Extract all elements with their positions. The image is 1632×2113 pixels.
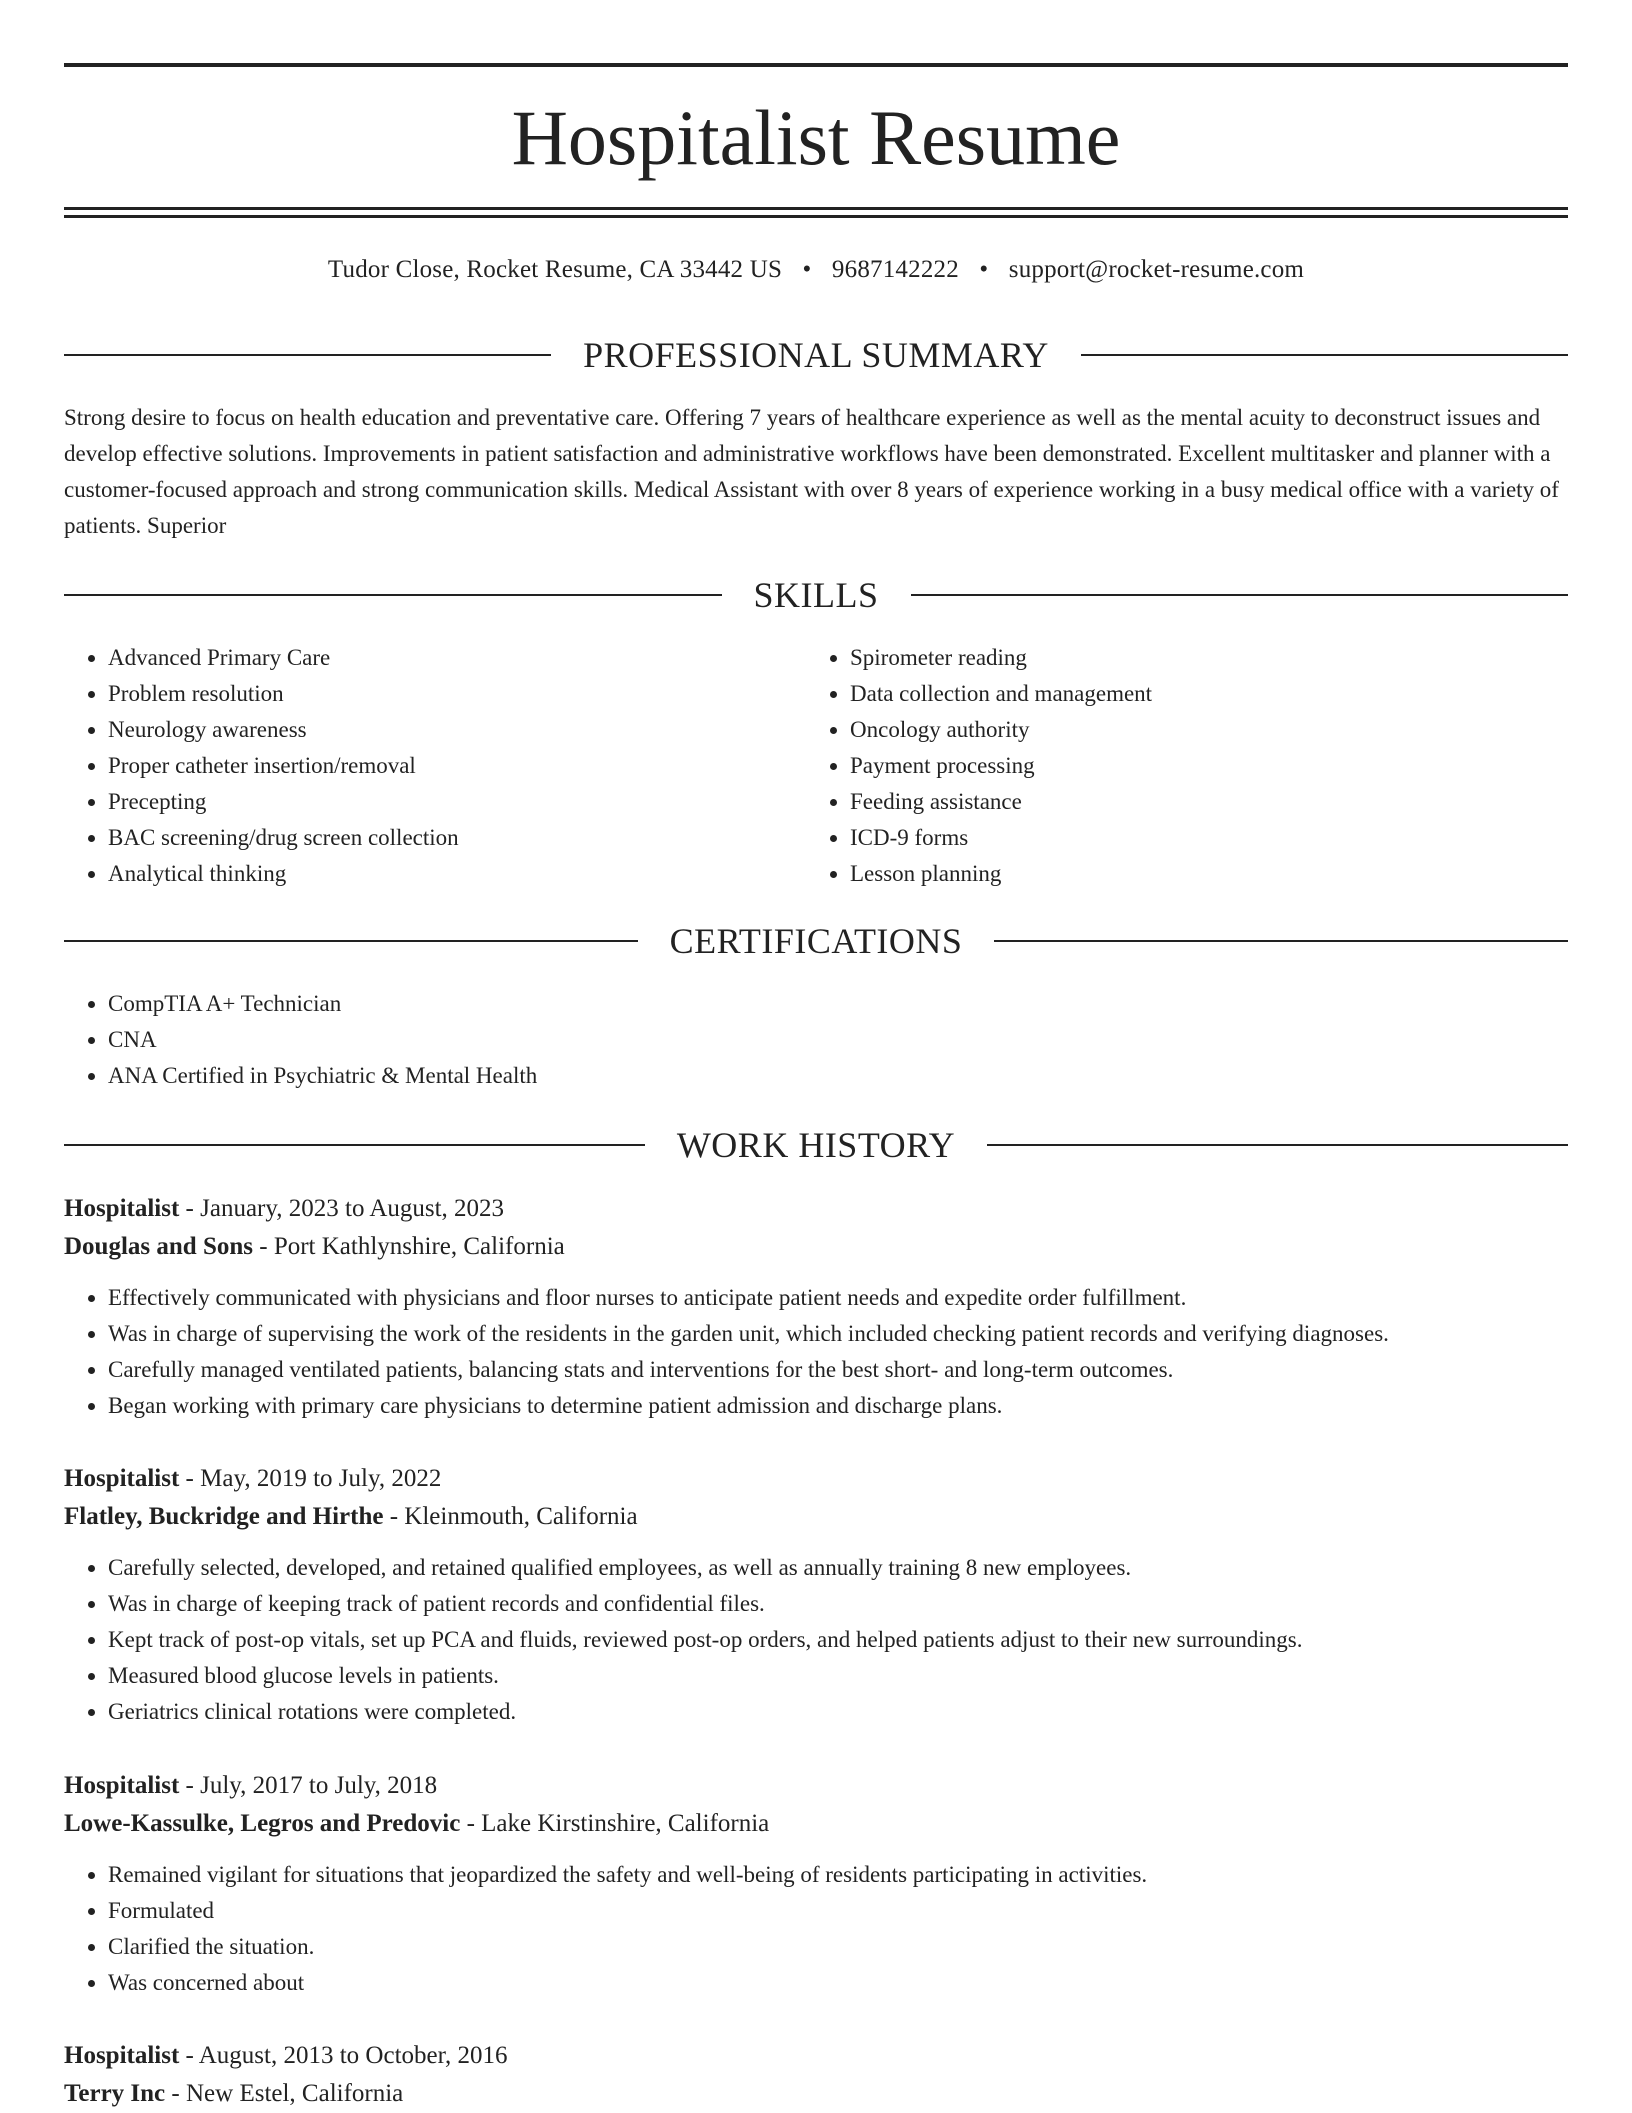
contact-line bbox=[64, 254, 1568, 286]
job-entry bbox=[64, 1767, 1568, 2001]
job-bullet: • Measured blood glucose levels in patients. bbox=[108, 1658, 1568, 1694]
address: Tudor Close, Rocket Resume, CA 33442 US bbox=[327, 256, 783, 283]
title-rule-lower bbox=[64, 215, 1568, 218]
job-role-line: Hospitalist - July, 2017 to July, 2018 bbox=[64, 1772, 438, 1799]
section-title: SKILLS bbox=[753, 575, 879, 615]
job-title: Hospitalist bbox=[64, 1195, 180, 1222]
job-entry bbox=[64, 1460, 1568, 1730]
skill-item: • Advanced Primary Care bbox=[108, 640, 764, 676]
section-heading-work bbox=[64, 1123, 1568, 1167]
summary-text: Strong desire to focus on health education and preventative care. Offering 7 years of healthcare experience as well as the mental acuity to deconstruct issues and develop effective solutions. Improvements in patient satisfaction and administrative workflows have been demonstrated. Excellent multitasker and planner with a customer-focused approach and strong communication skills. Medical Assistant with over 8 years of experience working in a busy medical office with a variety of patients. Superior bbox=[64, 405, 1559, 538]
skill-item: • Proper catheter insertion/removal bbox=[108, 748, 764, 784]
job-bullet: • Was concerned about bbox=[108, 1965, 1568, 2001]
certification-item: • ANA Certified in Psychiatric & Mental Health bbox=[108, 1058, 1568, 1094]
skill-item: • BAC screening/drug screen collection bbox=[108, 820, 764, 856]
heading-rule bbox=[1081, 354, 1568, 356]
job-company: Douglas and Sons bbox=[64, 1233, 253, 1260]
skill-item: • Payment processing bbox=[850, 748, 1506, 784]
job-company: Terry Inc bbox=[64, 2080, 166, 2107]
skill-item: • Spirometer reading bbox=[850, 640, 1506, 676]
job-title: Hospitalist bbox=[64, 1465, 180, 1492]
job-dates: May, 2019 to July, 2022 bbox=[200, 1465, 442, 1492]
section-heading-skills bbox=[64, 573, 1568, 617]
job-company: Lowe-Kassulke, Legros and Predovic bbox=[64, 1810, 461, 1837]
skills-column-right bbox=[806, 640, 1506, 892]
heading-rule bbox=[64, 940, 638, 942]
skill-item: • Oncology authority bbox=[850, 712, 1506, 748]
certifications-list bbox=[64, 986, 1568, 1094]
section-heading-summary bbox=[64, 333, 1568, 377]
job-location: New Estel, California bbox=[185, 2080, 404, 2107]
job-bullet: • Began working with primary care physicians to determine patient admission and discharge plans. bbox=[108, 1388, 1568, 1424]
resume-title: Hospitalist Resume bbox=[511, 94, 1121, 181]
job-bullet: • Kept track of post-op vitals, set up PCA and fluids, reviewed post-op orders, and helped patients adjust to their new surroundings. bbox=[108, 1622, 1568, 1658]
job-company-line: Terry Inc - New Estel, California bbox=[64, 2080, 404, 2107]
job-role-line: Hospitalist - May, 2019 to July, 2022 bbox=[64, 1465, 442, 1492]
section-title: PROFESSIONAL SUMMARY bbox=[583, 335, 1049, 375]
skill-item: • Problem resolution bbox=[108, 676, 764, 712]
job-title: Hospitalist bbox=[64, 1772, 180, 1799]
contact-separator: • bbox=[802, 256, 812, 283]
title-rule-upper bbox=[64, 207, 1568, 210]
skill-item: • Data collection and management bbox=[850, 676, 1506, 712]
job-bullet: • Carefully selected, developed, and retained qualified employees, as well as annually training 8 new employees. bbox=[108, 1550, 1568, 1586]
skill-item: • Lesson planning bbox=[850, 856, 1506, 892]
job-role-line: Hospitalist - January, 2023 to August, 2023 bbox=[64, 1195, 505, 1222]
top-rule bbox=[64, 63, 1568, 67]
heading-rule bbox=[64, 1144, 645, 1146]
section-heading-certifications bbox=[64, 919, 1568, 963]
job-location: Port Kathlynshire, California bbox=[273, 1233, 565, 1260]
job-company-line: Flatley, Buckridge and Hirthe - Kleinmouth, California bbox=[64, 1503, 638, 1530]
job-dates: July, 2017 to July, 2018 bbox=[200, 1772, 438, 1799]
job-title: Hospitalist bbox=[64, 2042, 180, 2069]
skill-item: • Neurology awareness bbox=[108, 712, 764, 748]
job-bullet: • Formulated bbox=[108, 1893, 1568, 1929]
job-bullet: • Clarified the situation. bbox=[108, 1929, 1568, 1965]
section-title: WORK HISTORY bbox=[676, 1125, 956, 1165]
skill-item: • Analytical thinking bbox=[108, 856, 764, 892]
job-dates: January, 2023 to August, 2023 bbox=[200, 1195, 505, 1222]
job-bullet: • Geriatrics clinical rotations were completed. bbox=[108, 1694, 1568, 1730]
job-bullet: • Carefully managed ventilated patients, balancing stats and interventions for the best short- and long-term outcomes. bbox=[108, 1352, 1568, 1388]
job-role-line: Hospitalist - August, 2013 to October, 2016 bbox=[64, 2042, 508, 2069]
job-location: Kleinmouth, California bbox=[404, 1503, 638, 1530]
heading-rule bbox=[994, 940, 1568, 942]
job-company: Flatley, Buckridge and Hirthe bbox=[64, 1503, 384, 1530]
email: support@rocket-resume.com bbox=[1008, 256, 1305, 283]
heading-rule bbox=[911, 594, 1569, 596]
job-company-line: Lowe-Kassulke, Legros and Predovic - Lake Kirstinshire, California bbox=[64, 1810, 770, 1837]
job-location: Lake Kirstinshire, California bbox=[481, 1810, 770, 1837]
section-title: CERTIFICATIONS bbox=[669, 921, 963, 961]
heading-rule bbox=[987, 1144, 1568, 1146]
skill-item: • ICD-9 forms bbox=[850, 820, 1506, 856]
job-dates: August, 2013 to October, 2016 bbox=[198, 2042, 508, 2069]
contact-separator: • bbox=[979, 256, 989, 283]
job-bullet: • Remained vigilant for situations that jeopardized the safety and well-being of residents participating in activities. bbox=[108, 1857, 1568, 1893]
certification-item: • CNA bbox=[108, 1022, 1568, 1058]
certification-item: • CompTIA A+ Technician bbox=[108, 986, 1568, 1022]
skill-item: • Precepting bbox=[108, 784, 764, 820]
job-company-line: Douglas and Sons - Port Kathlynshire, California bbox=[64, 1233, 565, 1260]
skill-item: • Feeding assistance bbox=[850, 784, 1506, 820]
job-entry bbox=[64, 2037, 1568, 2113]
skills-column-left bbox=[64, 640, 764, 892]
job-bullet: • Was in charge of supervising the work of the residents in the garden unit, which included checking patient records and verifying diagnoses. bbox=[108, 1316, 1568, 1352]
phone: 9687142222 bbox=[831, 256, 959, 283]
heading-rule bbox=[64, 354, 551, 356]
heading-rule bbox=[64, 594, 722, 596]
job-entry bbox=[64, 1190, 1568, 1424]
job-bullet: • Was in charge of keeping track of patient records and confidential files. bbox=[108, 1586, 1568, 1622]
job-bullet: • Effectively communicated with physicians and floor nurses to anticipate patient needs and expedite order fulfillment. bbox=[108, 1280, 1568, 1316]
